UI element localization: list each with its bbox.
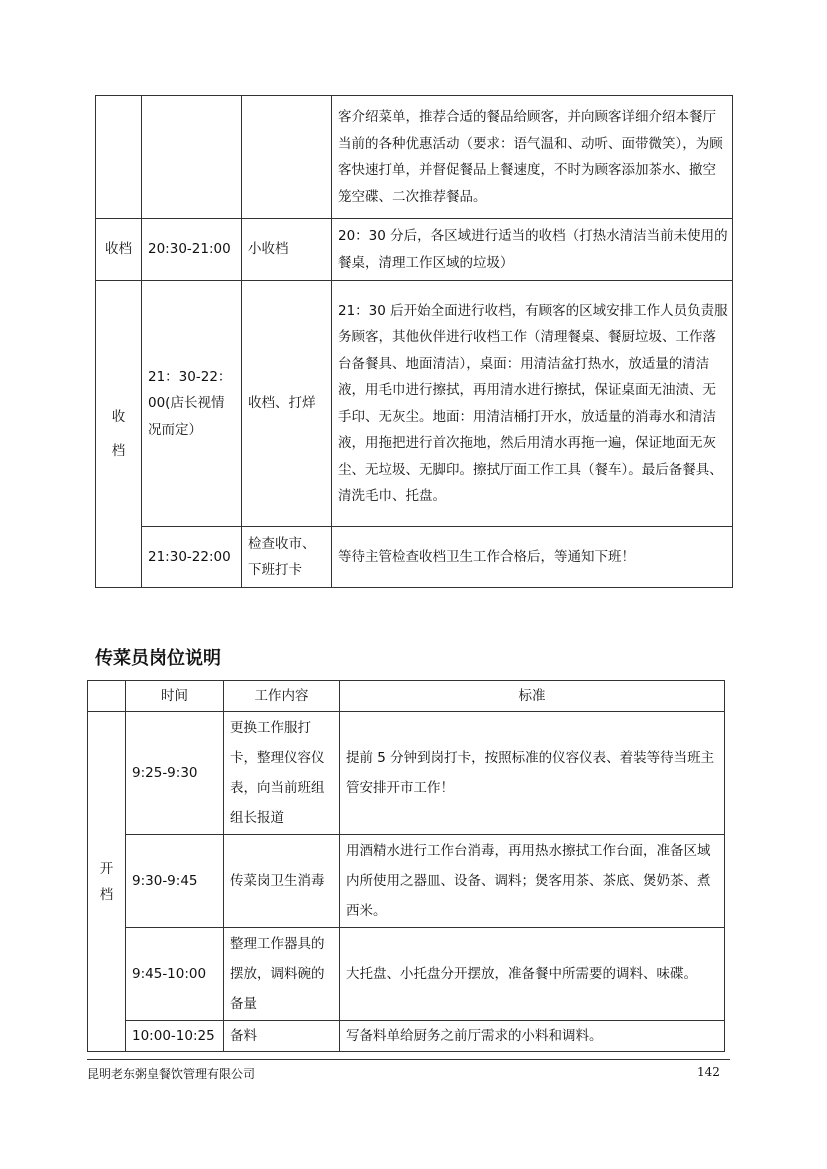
table-header-row xyxy=(88,681,725,712)
time-cell: 21:30-22:00 xyxy=(142,527,242,588)
page-number: 142 xyxy=(697,1065,720,1079)
runner-duty-table xyxy=(87,680,725,1052)
header-standard: 标准 xyxy=(340,681,725,712)
header-content: 工作内容 xyxy=(224,681,340,712)
table-row xyxy=(96,96,733,219)
standard-cell: 大托盘、小托盘分开摆放，准备餐中所需要的调料、味碟。 xyxy=(340,928,725,1021)
table-row xyxy=(96,219,733,281)
close-procedure-table xyxy=(95,95,733,588)
stage-cell: 收档 xyxy=(96,219,142,281)
standard-cell: 21：30 后开始全面进行收档，有顾客的区域安排工作人员负责服务顾客，其他伙伴进行收档工作（清理餐桌、餐厨垃圾、工作落台备餐具、地面清洁），桌面：用清洁盆打热水，放适量的清洁液，用毛巾进行擦拭，再用清水进行擦拭，保证桌面无油渍、无手印、无灰尘。地面：用清洁桶打开水，放适量的消毒水和清洁液，用拖把进行首次拖地，然后用清水再拖一遍，保证地面无灰尘、无垃圾、无脚印。擦拭厅面工作工具（餐车）。最后备餐具、清洗毛巾、托盘。 xyxy=(332,281,733,527)
standard-cell: 提前 5 分钟到岗打卡，按照标准的仪容仪表、着装等待当班主管安排开市工作！ xyxy=(340,712,725,835)
content-cell: 检查收市、下班打卡 xyxy=(242,527,332,588)
table-row xyxy=(96,281,733,527)
content-cell xyxy=(242,96,332,219)
time-cell: 9:25-9:30 xyxy=(126,712,224,835)
content-cell: 整理工作器具的摆放，调料碗的备量 xyxy=(224,928,340,1021)
time-cell: 20:30-21:00 xyxy=(142,219,242,281)
standard-cell: 20：30 分后，各区域进行适当的收档（打热水清洁当前未使用的餐桌，清理工作区域的垃圾） xyxy=(332,219,733,281)
footer-company-name: 昆明老东粥皇餐饮管理有限公司 xyxy=(87,1067,256,1081)
standard-cell: 用酒精水进行工作台消毒，再用热水擦拭工作台面，准备区域内所使用之器皿、设备、调料；煲客用茶、茶底、煲奶茶、煮西米。 xyxy=(340,835,725,928)
content-cell: 小收档 xyxy=(242,219,332,281)
stage-cell: 收 档 xyxy=(96,281,142,588)
table-row xyxy=(88,928,725,1021)
table-row xyxy=(88,1021,725,1052)
stage-cell xyxy=(96,96,142,219)
standard-cell: 等待主管检查收档卫生工作合格后，等通知下班！ xyxy=(332,527,733,588)
stage-cell: 开 档 xyxy=(88,712,126,1052)
table-row xyxy=(96,527,733,588)
time-cell: 10:00-10:25 xyxy=(126,1021,224,1052)
section-title: 传菜员岗位说明 xyxy=(95,648,221,669)
time-cell: 9:30-9:45 xyxy=(126,835,224,928)
header-stage xyxy=(88,681,126,712)
time-cell: 21：30-22：00(店长视情况而定） xyxy=(142,281,242,527)
content-cell: 备料 xyxy=(224,1021,340,1052)
content-cell: 收档、打烊 xyxy=(242,281,332,527)
table-row xyxy=(88,835,725,928)
header-time: 时间 xyxy=(126,681,224,712)
footer-divider xyxy=(87,1059,730,1060)
standard-cell: 客介绍菜单，推荐合适的餐品给顾客，并向顾客详细介绍本餐厅当前的各种优惠活动（要求：语气温和、动听、面带微笑），为顾客快速打单，并督促餐品上餐速度，不时为顾客添加茶水、撤空笼空碟、二次推荐餐品。 xyxy=(332,96,733,219)
time-cell xyxy=(142,96,242,219)
standard-cell: 写备料单给厨务之前厅需求的小料和调料。 xyxy=(340,1021,725,1052)
time-cell: 9:45-10:00 xyxy=(126,928,224,1021)
content-cell: 传菜岗卫生消毒 xyxy=(224,835,340,928)
table-row xyxy=(88,712,725,835)
content-cell: 更换工作服打卡，整理仪容仪表，向当前班组组长报道 xyxy=(224,712,340,835)
